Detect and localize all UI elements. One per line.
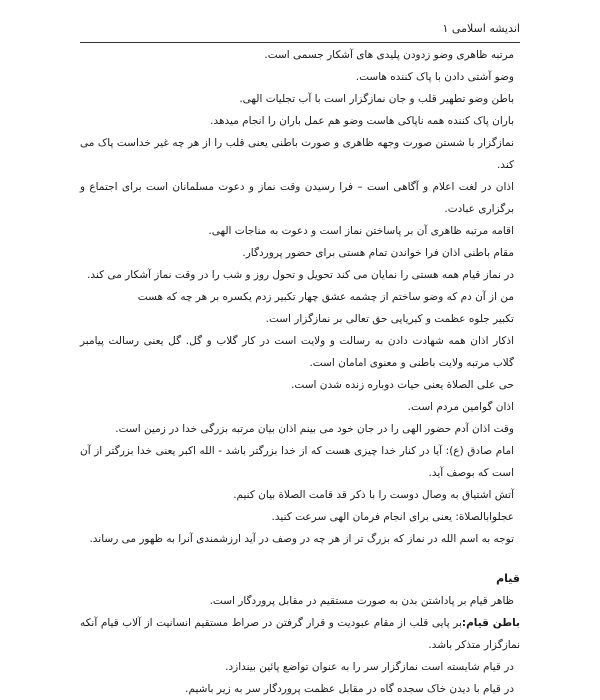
paragraph: عجلوابالصلاة: یعنی برای انجام فرمان الهی سرعت کنید. (271, 511, 514, 523)
paragraph: توجه به اسم الله در نماز که بزرگ تر از هر چه در وصف در آید ارزشمندی آنرا به ظهور می رساند. (89, 533, 514, 545)
paragraph: اذان در لغت اعلام و آگاهی است – فرا رسیدن وقت نماز و دعوت مسلمانان است برای اجتماع و برگزاری عبادت. (80, 181, 514, 215)
paragraph: من از آن دم که وضو ساختم از چشمه عشق چهار تکبیر زدم یکسره بر هر چه که هست (137, 291, 514, 303)
paragraph: نمازگزار با شستن صورت وجهه ظاهری و صورت باطنی یعنی قلب را از هر چه غیر خداست پاک می کند. (80, 137, 514, 171)
paragraph: حی علی الصلاة یعنی حیات دوباره زنده شدن است. (291, 379, 514, 391)
paragraph: باران پاک کننده همه ناپاکی هاست وضو هم عمل باران را انجام میدهد. (210, 115, 514, 127)
paragraph: اذان گوامین مردم است. (407, 401, 514, 413)
paragraph: وقت اذان آدم حضور الهی را در جان خود می بینم اذان بیان مرتبه بزرگی خدا در زمین است. (115, 423, 514, 435)
paragraph: در نماز قیام همه هستی را نمایان می کند تحویل و تحول روز و شب را در وقت نماز آشکار می کند. (87, 269, 514, 281)
paragraph: ظاهر قیام بر پاداشتن بدن به صورت مستقیم در مقابل پروردگار است. (209, 595, 514, 607)
paragraph: اذکار اذان همه شهادت دادن به رسالت و ولایت است در کار گلاب و گل. گل یعنی رسالت پیامبر گلاب مرتبه ولایت باطنی و معنوی امامان است. (80, 335, 514, 369)
paragraph-text: بر پایی قلب از مقام عبودیت و قرار گرفتن در صراط مستقیم انسانیت از آلاب قیام آنکه نمازگزار متذکر باشد. (80, 617, 520, 651)
paragraph: در قیام شایسته است نمازگزار سر را به عنوان تواضع پائین بیندازد. (225, 661, 514, 673)
paragraph: آتش اشتیاق به وصال دوست را با ذکر قد قامت الصلاة بیان کنیم. (233, 489, 514, 501)
paragraph: تکبیر جلوه عظمت و کبریایی حق تعالی بر نمازگزار است. (265, 313, 514, 325)
header-title: اندیشه اسلامی ۱ (442, 22, 520, 35)
page-header (80, 22, 520, 43)
paragraph: در قیام با دیدن خاک سجده گاه در مقابل عظمت پروردگار سر به زیر باشیم. (185, 683, 514, 695)
paragraph (80, 612, 520, 656)
paragraph: مرتبه ظاهری وضو زدودن پلیدی های آشکار جسمی است. (264, 49, 514, 61)
paragraph: امام صادق (ع): آیا در کنار خدا چیزی هست که از خدا بزرگتر باشد - الله اکبر یعنی خدا بزرگتر از آن است که بوصف آید. (80, 445, 514, 479)
paragraph: وضو آشتی دادن با پاک کننده هاست. (355, 71, 514, 83)
paragraph: اقامه مرتبه ظاهری آن بر پاساختن نماز است و دعوت به مناجات الهی. (208, 225, 514, 237)
document-body (80, 44, 520, 700)
paragraph: مقام باطنی اذان فرا خواندن تمام هستی برای حضور پروردگار. (242, 247, 514, 259)
bold-term: باطن قیام: (461, 617, 520, 629)
paragraph: باطن وضو تطهیر قلب و جان نمازگزار است با آب تجلیات الهی. (239, 93, 514, 105)
section-title: قیام (496, 572, 520, 585)
